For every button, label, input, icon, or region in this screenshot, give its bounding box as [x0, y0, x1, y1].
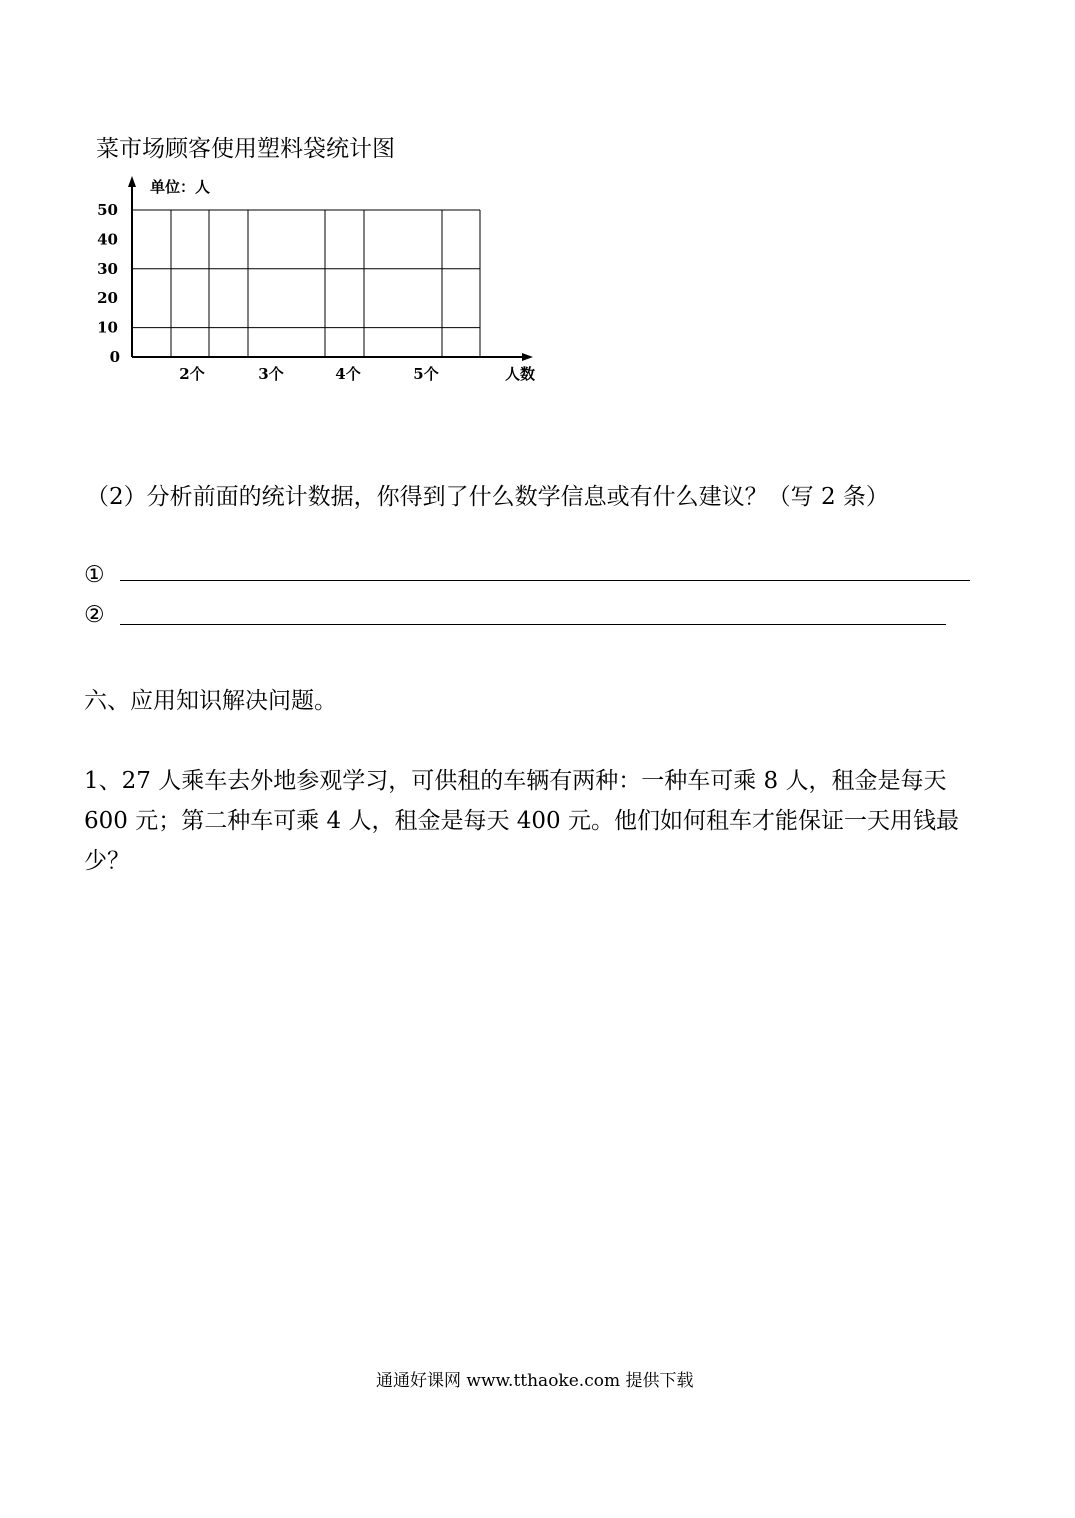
- x-tick-label: 5个: [413, 365, 439, 383]
- footer-source: 通通好课网 www.tthaoke.com 提供下载: [376, 1371, 694, 1391]
- grid: [132, 210, 480, 357]
- x-tick-label: 3个: [258, 365, 284, 383]
- answer-1-marker: ①: [84, 562, 105, 588]
- y-tick-label: 50: [97, 201, 118, 219]
- answer-1-line[interactable]: [120, 580, 970, 581]
- y-tick-label: 30: [97, 259, 118, 278]
- x-tick-label: 2个: [179, 365, 205, 383]
- x-tick-label: 4个: [335, 365, 361, 383]
- unit-label: 单位：人: [150, 178, 211, 196]
- x-tick-labels: [179, 365, 438, 383]
- problem-1-line-3: 少？: [84, 848, 130, 874]
- x-axis-label: 人数: [505, 365, 536, 383]
- problem-1-line-1: 1、27 人乘车去外地参观学习，可供租的车辆有两种：一种车可乘 8 人，租金是每天: [84, 768, 947, 794]
- question-2-text: （2）分析前面的统计数据，你得到了什么数学信息或有什么建议？（写 2 条）: [86, 484, 889, 510]
- answer-2-marker: ②: [84, 602, 105, 628]
- x-axis-arrow: [522, 353, 533, 361]
- y-tick-label: 20: [97, 289, 118, 308]
- chart-title: 菜市场顾客使用塑料袋统计图: [96, 136, 395, 162]
- problem-1-line-2: 600 元；第二种车可乘 4 人，租金是每天 400 元。他们如何租车才能保证一天用钱最: [84, 808, 959, 834]
- section-6-heading: 六、应用知识解决问题。: [84, 688, 337, 714]
- answer-2-line[interactable]: [120, 624, 946, 625]
- y-axis-arrow: [128, 176, 136, 187]
- bar-chart: [0, 0, 1075, 400]
- y-tick-label: 0: [109, 348, 120, 366]
- y-tick-label: 40: [97, 230, 118, 249]
- y-tick-labels: [97, 201, 120, 366]
- y-tick-label: 10: [97, 318, 118, 337]
